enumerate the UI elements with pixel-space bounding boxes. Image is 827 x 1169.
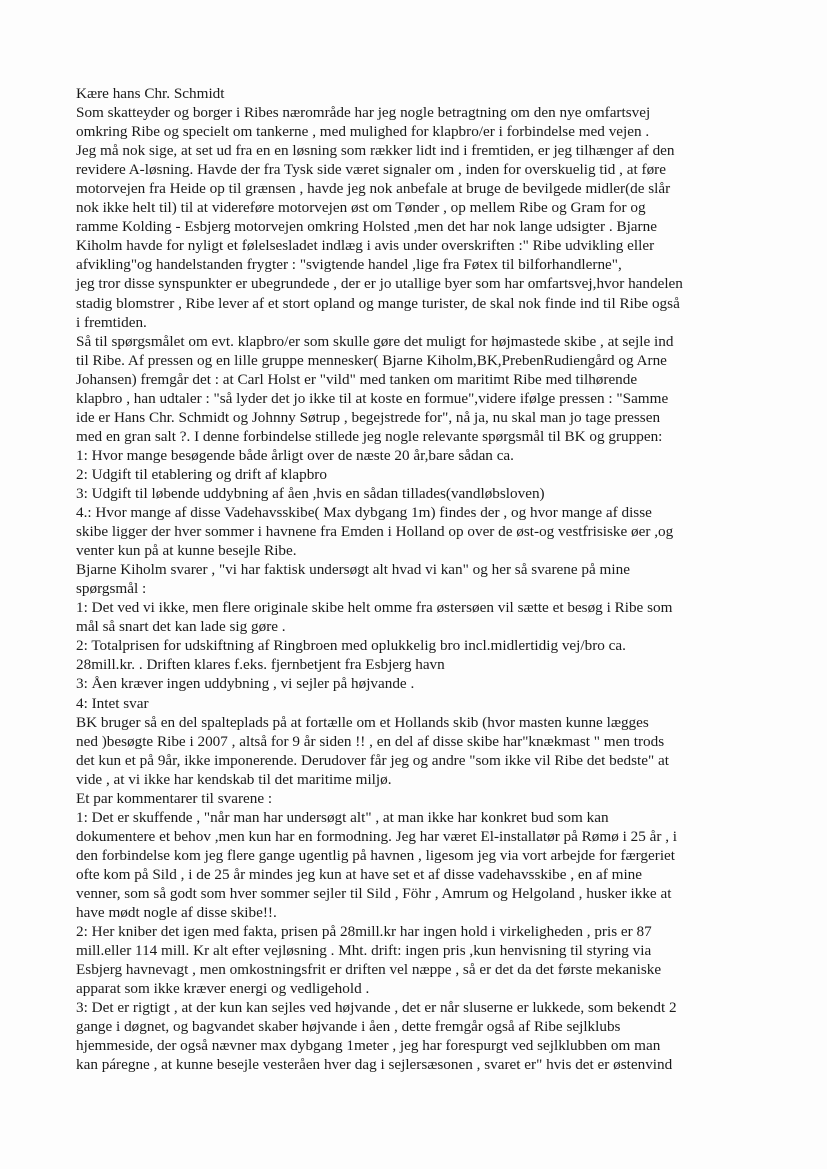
text-line: ofte kom på Sild , i de 25 år mindes jeg kun at have set et af disse vadehavsskibe , en af mine — [76, 865, 643, 883]
text-line: Kiholm havde for nyligt et følelsesladet indlæg i avis under overskriften :" Ribe udvikling eller — [76, 237, 655, 255]
text-line: 28mill.kr. . Driften klares f.eks. fjernbetjent fra Esbjerg havn — [76, 656, 445, 674]
text-line: jeg tror disse synspunkter er ubegrundede , der er jo utallige byer som har omfartsvej,hvor handelen — [76, 275, 683, 293]
text-line: skibe ligger der hver sommer i havnene fra Emden i Holland op over de øst-og vestfrisiske øer ,og — [76, 523, 674, 541]
text-line: Så til spørgsmålet om evt. klapbro/er som skulle gøre det muligt for højmastede skibe , at sejle ind — [76, 332, 674, 350]
text-line: venner, som så godt som hver sommer sejler til Sild , Föhr , Amrum og Helgoland , husker ikke at — [76, 884, 672, 902]
text-line: have mødt nogle af disse skibe!!. — [76, 904, 277, 922]
text-line: det kun et på 9år, ikke imponerende. Derudover får jeg og andre "som ikke vil Ribe det bedste" at — [76, 751, 669, 769]
text-line: ramme Kolding - Esbjerg motorvejen omkring Holsted ,men det har nok lange udsigter . Bjarne — [76, 218, 657, 236]
text-line: 4.: Hvor mange af disse Vadehavsskibe( Max dybgang 1m) findes der , og hvor mange af disse — [76, 504, 652, 522]
text-line: med en gran salt ?. I denne forbindelse stillede jeg nogle relevante spørgsmål til BK og gruppen: — [76, 427, 663, 445]
text-line: BK bruger så en del spalteplads på at fortælle om et Hollands skib (hvor masten kunne lægges — [76, 713, 649, 731]
text-line: Et par kommentarer til svarene : — [76, 789, 273, 807]
text-line: Kære hans Chr. Schmidt — [76, 85, 225, 102]
text-line: 2: Totalprisen for udskiftning af Ringbroen med oplukkelig bro incl.midlertidig vej/bro ca. — [76, 637, 626, 655]
text-line: 3: Åen kræver ingen uddybning , vi sejler på højvande . — [76, 675, 415, 693]
text-line: ide er Hans Chr. Schmidt og Johnny Søtrup , begejstrede for", nå ja, nu skal man jo tage pressen — [76, 408, 661, 426]
text-line: til Ribe. Af pressen og en lille gruppe mennesker( Bjarne Kiholm,BK,PrebenRudiengård og Arne — [76, 351, 667, 369]
text-line: 3: Udgift til løbende uddybning af åen ,hvis en sådan tillades(vandløbsloven) — [76, 484, 545, 502]
text-line: 2: Her kniber det igen med fakta, prisen på 28mill.kr har ingen hold i virkeligheden , pris er 87 — [76, 923, 652, 941]
text-line: 1: Det ved vi ikke, men flere originale skibe helt omme fra østersøen vil sætte et besøg i Ribe som — [76, 599, 673, 617]
text-line: ned )besøgte Ribe i 2007 , altså for 9 år siden !! , en del af disse skibe har"knækmast " men trods — [76, 732, 665, 750]
text-line: spørgsmål : — [76, 580, 147, 598]
text-line: 1: Hvor mange besøgende både årligt over de næste 20 år,bare sådan ca. — [76, 446, 514, 464]
text-line: Esbjerg havnevagt , men omkostningsfrit er driften vel næppe , så er det da det første mekaniske — [76, 961, 662, 979]
text-line: 2: Udgift til etablering og drift af klapbro — [76, 465, 327, 483]
text-line: i fremtiden. — [76, 313, 147, 331]
text-line: revidere A-løsning. Havde der fra Tysk side været signaler om , inden for overskuelig tid , at føre — [76, 161, 666, 179]
letter-body — [76, 84, 756, 1074]
text-line: 4: Intet svar — [76, 694, 149, 712]
text-line: mill.eller 114 mill. Kr alt efter vejløsning . Mht. drift: ingen pris ,kun henvisning til styring via — [76, 942, 652, 960]
text-line: Jeg må nok sige, at set ud fra en en løsning som rækker lidt ind i fremtiden, er jeg tilhænger af den — [76, 142, 675, 160]
text-line: omkring Ribe og specielt om tankerne , med mulighed for klapbro/er i forbindelse med vejen . — [76, 123, 650, 141]
text-line: mål så snart det kan lade sig gøre . — [76, 618, 286, 636]
text-line: 3: Det er rigtigt , at der kun kan sejles ved højvande , det er når sluserne er lukkede, som bekendt 2 — [76, 999, 677, 1017]
text-line: motorvejen fra Heide op til grænsen , havde jeg nok anbefale at bruge de bevilgede midler(de slår — [76, 180, 671, 198]
text-line: Som skatteyder og borger i Ribes nærområde har jeg nogle betragtning om den nye omfartsvej — [76, 104, 651, 122]
text-line: apparat som ikke kræver energi og vedligehold . — [76, 980, 370, 998]
text-line: afvikling"og handelstanden frygter : "svigtende handel ,lige fra Føtex til bilforhandlerne", — [76, 256, 622, 274]
text-line: kan páregne , at kunne besejle vesteråen hver dag i sejlersæsonen , svaret er" hvis det er østenvind — [76, 1056, 673, 1074]
text-line: venter kun på at kunne besejle Ribe. — [76, 542, 297, 560]
text-line: stadig blomstrer , Ribe lever af et stort opland og mange turister, de skal nok finde ind til Ribe også — [76, 294, 680, 312]
text-line: nok ikke helt til) til at videreføre motorvejen øst om Tønder , op mellem Ribe og Gram for og — [76, 199, 646, 217]
text-line: hjemmeside, der også nævner max dybgang 1meter , jeg har forespurgt ved sejlklubben om man — [76, 1037, 661, 1055]
text-line: dokumentere et behov ,men kun har en formodning. Jeg har været El-installatør på Rømø i 25 år , i — [76, 827, 678, 845]
text-line: 1: Det er skuffende , "når man har undersøgt alt" , at man ikke har konkret bud som kan — [76, 808, 609, 826]
text-line: Bjarne Kiholm svarer , "vi har faktisk undersøgt alt hvad vi kan" og her så svarene på mine — [76, 561, 630, 579]
text-line: den forbindelse kom jeg flere gange ugentlig på havnen , ligesom jeg via vort arbejde for færgeriet — [76, 846, 676, 864]
text-line: Johansen) fremgår det : at Carl Holst er "vild" med tanken om maritimt Ribe med tilhørende — [76, 370, 638, 388]
text-line: klapbro , han udtaler : "så lyder det jo ikke til at koste en formue",videre ifølge pressen : "Samme — [76, 389, 669, 407]
text-line: vide , at vi ikke har kendskab til det maritime miljø. — [76, 770, 392, 788]
text-line: gange i døgnet, og bagvandet skaber højvande i åen , dette fremgår også af Ribe sejlklubs — [76, 1018, 621, 1036]
